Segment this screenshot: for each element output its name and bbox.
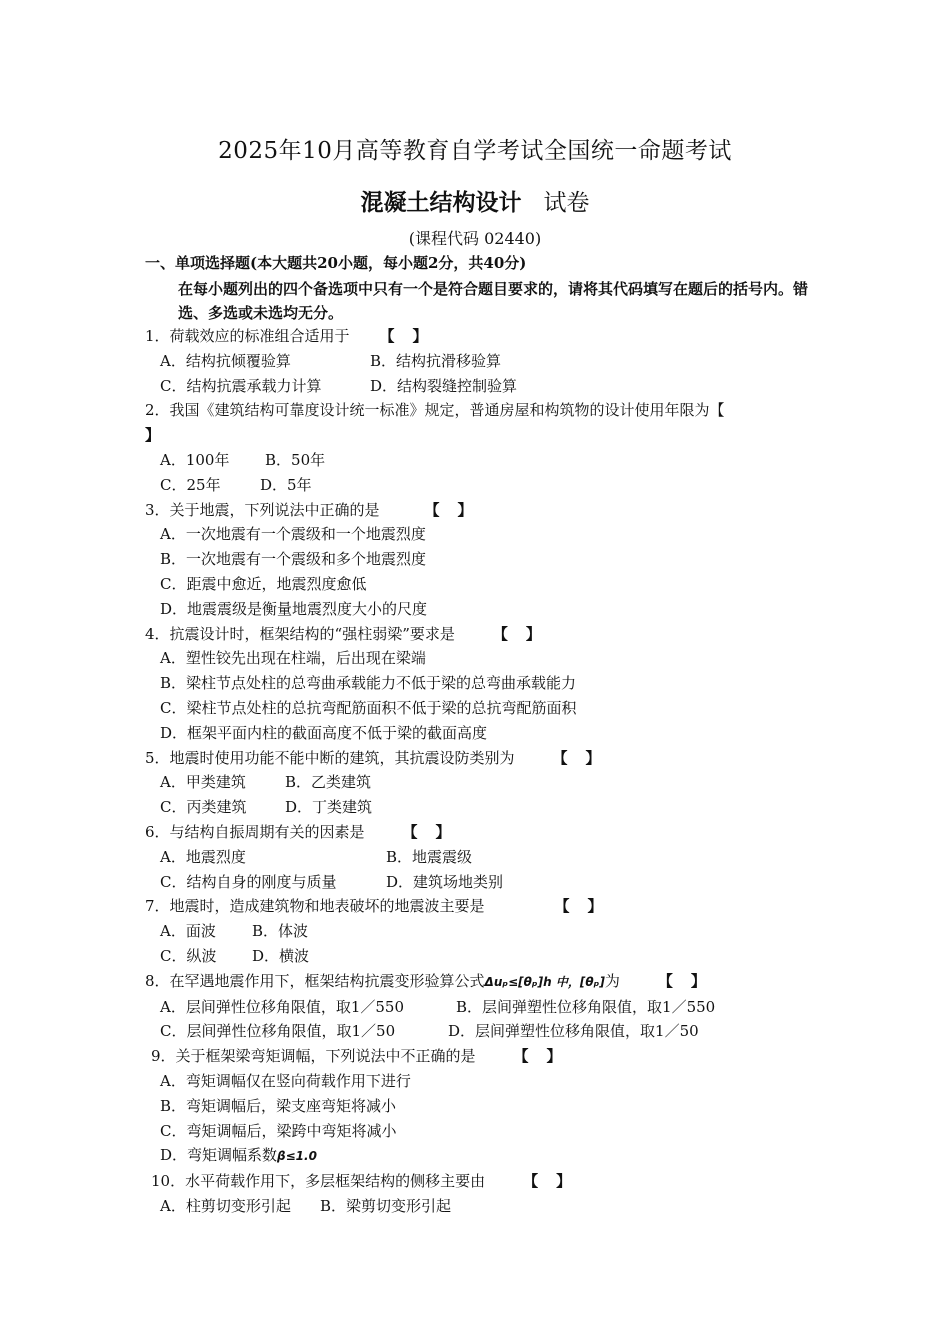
option-d: D．层间弹塑性位移角限值，取1／50 <box>448 1022 699 1041</box>
question-stem: 5．地震时使用功能不能中断的建筑，其抗震设防类别为 <box>145 748 515 767</box>
section-instruction: 在每小题列出的四个备选项中只有一个是符合题目要求的，请将其代码填写在题后的括号内。错选、多选或未选均无分。 <box>178 280 809 322</box>
option-a: A．柱剪切变形引起 <box>160 1196 291 1215</box>
question-stem: 2．我国《建筑结构可靠度设计统一标准》规定，普通房屋和构筑物的设计使用年限为【 <box>145 401 725 420</box>
answer-bracket: 【】 <box>657 971 724 990</box>
question-4 <box>145 622 815 746</box>
answer-bracket: 【】 <box>513 1047 580 1066</box>
option-b: B．50年 <box>265 450 326 469</box>
option-b: B．弯矩调幅后，梁支座弯矩将减小 <box>160 1096 397 1115</box>
answer-bracket: 【】 <box>552 748 619 767</box>
option-a: A．100年 <box>160 450 230 469</box>
option-c: C．距震中愈近，地震烈度愈低 <box>160 574 367 593</box>
course-code: (课程代码 02440) <box>408 229 542 248</box>
option-c: C．纵波 <box>160 946 217 965</box>
answer-bracket: 【】 <box>402 822 469 841</box>
option-c: C．层间弹性位移角限值，取1／50 <box>160 1022 396 1041</box>
question-list <box>145 324 815 1219</box>
answer-bracket: 【】 <box>379 327 446 345</box>
option-d: D．5年 <box>260 475 312 494</box>
question-1 <box>145 324 815 398</box>
option-a: A．塑性铰先出现在柱端，后出现在梁端 <box>160 649 426 668</box>
question-10 <box>145 1169 815 1194</box>
option-a: A．一次地震有一个震级和一个地震烈度 <box>160 525 426 544</box>
question-9-options <box>145 1069 815 1169</box>
option-a: A．结构抗倾覆验算 <box>160 351 291 370</box>
question-6 <box>145 820 815 894</box>
option-b: B．层间弹塑性位移角限值，取1／550 <box>456 997 716 1016</box>
question-stem: 9．关于框架梁弯矩调幅，下列说法中不正确的是 <box>151 1047 476 1066</box>
subject-name: 混凝土结构设计 <box>360 189 522 216</box>
section-heading: 一、单项选择题(本大题共20小题，每小题2分，共40分) <box>145 254 527 272</box>
option-a: A．面波 <box>160 922 216 941</box>
answer-bracket: 【】 <box>554 897 621 916</box>
question-2 <box>145 398 815 497</box>
option-c: C．结构抗震承载力计算 <box>160 376 322 395</box>
option-c: C．梁柱节点处柱的总抗弯配筋面积不低于梁的总抗弯配筋面积 <box>160 698 577 717</box>
formula-deformation: Δuₚ≤[θₚ]h 中，[θₚ] <box>484 974 605 989</box>
option-d: D．弯矩调幅系数 <box>160 1146 278 1165</box>
option-b: B．体波 <box>252 922 309 941</box>
option-d: D．框架平面内柱的截面高度不低于梁的截面高度 <box>160 723 488 742</box>
option-c: C．丙类建筑 <box>160 798 247 817</box>
option-b: B．梁柱节点处柱的总弯曲承载能力不低于梁的总弯曲承载能力 <box>160 674 577 693</box>
option-c: C．结构自身的刚度与质量 <box>160 872 337 891</box>
question-stem: 3．关于地震，下列说法中正确的是 <box>145 500 380 519</box>
question-stem: 8．在罕遇地震作用下，框架结构抗震变形验算公式 <box>145 971 485 990</box>
formula-beta: β≤1.0 <box>277 1149 317 1164</box>
question-stem-end: 】 <box>145 426 161 445</box>
option-d: D．结构裂缝控制验算 <box>370 376 518 395</box>
question-stem: 1．荷载效应的标准组合适用于 <box>145 327 350 345</box>
answer-bracket: 【】 <box>523 1172 590 1191</box>
question-stem: 4．抗震设计时，框架结构的“强柱弱梁”要求是 <box>145 624 455 643</box>
option-b: B．梁剪切变形引起 <box>320 1196 452 1215</box>
option-b: B．乙类建筑 <box>285 773 372 792</box>
option-d: D．横波 <box>252 946 310 965</box>
answer-bracket: 【】 <box>492 624 559 643</box>
question-stem: 6．与结构自振周期有关的因素是 <box>145 822 365 841</box>
question-stem-end: 为 <box>604 971 620 990</box>
question-stem: 7．地震时，造成建筑物和地表破坏的地震波主要是 <box>145 897 485 916</box>
option-c: C．25年 <box>160 475 221 494</box>
subject-title <box>0 184 950 217</box>
question-stem: 10．水平荷载作用下，多层框架结构的侧移主要由 <box>151 1172 486 1191</box>
option-a: A．弯矩调幅仅在竖向荷载作用下进行 <box>160 1071 411 1090</box>
subject-suffix: 试卷 <box>543 190 590 216</box>
exam-title: 2025年10月高等教育自学考试全国统一命题考试 <box>218 138 732 164</box>
question-9 <box>145 1044 815 1069</box>
option-c: C．弯矩调幅后，梁跨中弯矩将减小 <box>160 1121 397 1140</box>
answer-bracket: 【】 <box>424 500 491 519</box>
option-d: D．建筑场地类别 <box>386 872 504 891</box>
option-d: D．地震震级是衡量地震烈度大小的尺度 <box>160 599 428 618</box>
option-a: A．层间弹性位移角限值，取1／550 <box>160 997 405 1016</box>
option-d: D．丁类建筑 <box>285 798 373 817</box>
question-8 <box>145 969 815 1044</box>
option-a: A．地震烈度 <box>160 847 246 866</box>
option-b: B．一次地震有一个震级和多个地震烈度 <box>160 550 427 569</box>
option-b: B．地震震级 <box>386 847 473 866</box>
question-7 <box>145 894 815 968</box>
option-b: B．结构抗滑移验算 <box>370 351 502 370</box>
question-5 <box>145 746 815 820</box>
question-3 <box>145 498 815 622</box>
option-a: A．甲类建筑 <box>160 773 246 792</box>
